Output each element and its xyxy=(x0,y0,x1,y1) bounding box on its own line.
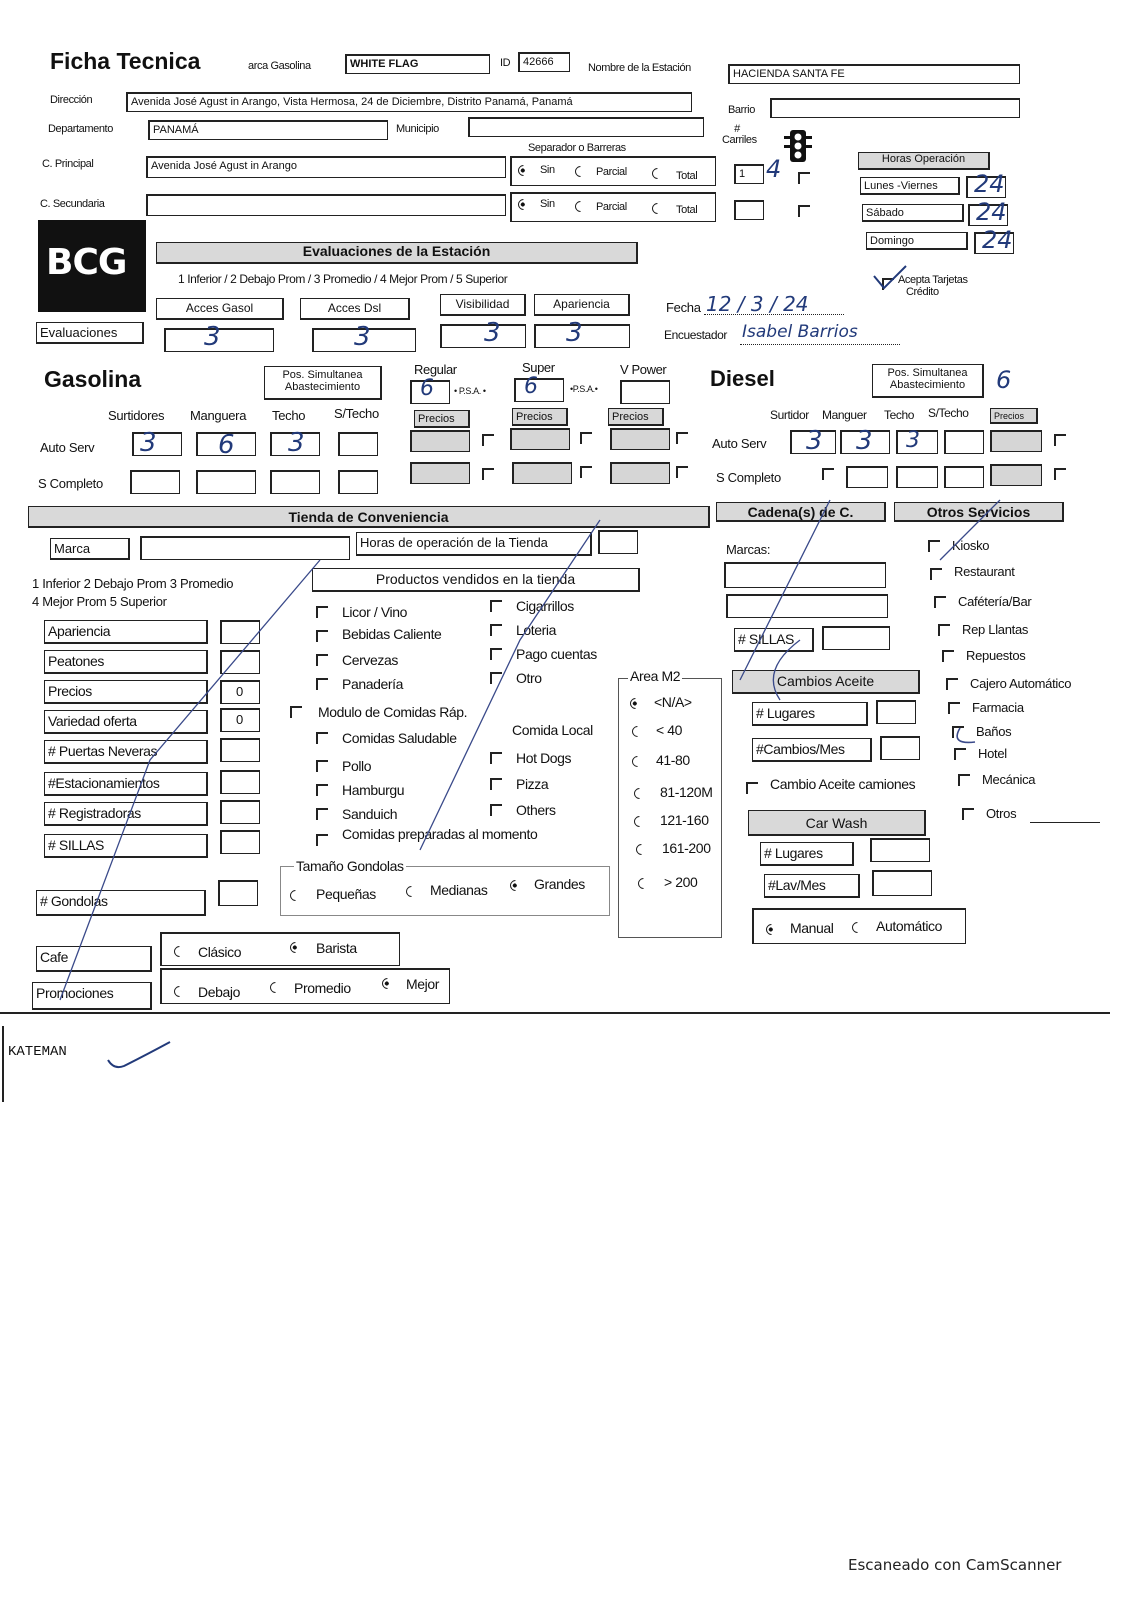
gasolina-auto-super-checkbox[interactable] xyxy=(580,432,592,444)
gasolina-sc-techo-field[interactable] xyxy=(270,470,320,494)
tienda-header: Tienda de Conveniencia xyxy=(28,506,710,528)
car-wash-lugares-label: # Lugares xyxy=(760,842,854,866)
gondolas-medianas-label: Medianas xyxy=(430,882,488,898)
horas-tienda-field[interactable] xyxy=(598,530,638,554)
evaluaciones-label: Evaluaciones xyxy=(36,322,144,344)
tienda-row-apariencia-label: Apariencia xyxy=(44,620,208,644)
promo-debajo-label: Debajo xyxy=(198,984,240,1000)
separador-2-total-label: Total xyxy=(676,204,698,216)
tienda-row-variedad-field[interactable]: 0 xyxy=(220,708,260,732)
precios-regular-label: Precios xyxy=(414,410,470,428)
cervezas-label: Cervezas xyxy=(342,652,398,668)
comidas-saludable-checkbox[interactable] xyxy=(316,732,328,744)
cambio-aceite-camiones-checkbox[interactable] xyxy=(746,782,758,794)
cafe-label: Cafe xyxy=(36,946,152,972)
area-41-80-label: 41-80 xyxy=(656,752,690,768)
tienda-row-sillas-field[interactable] xyxy=(220,830,260,854)
marca-gasolina-label: arca Gasolina xyxy=(248,60,311,72)
area-200-label: > 200 xyxy=(664,874,698,890)
super-field[interactable]: 6 xyxy=(514,378,564,402)
sabado-label: Sábado xyxy=(862,204,964,222)
acces-dsl-label: Acces Dsl xyxy=(300,298,410,320)
tienda-row-puertas-label: # Puertas Neveras xyxy=(44,740,208,764)
acces-gasol-label: Acces Gasol xyxy=(156,298,284,320)
licor-vino-checkbox[interactable] xyxy=(316,606,328,618)
gasolina-pos-simultanea-label: Pos. Simultanea Abastecimiento xyxy=(264,366,382,400)
diesel-surtidor-label: Surtidor xyxy=(770,408,809,422)
diesel-sc-precio[interactable] xyxy=(990,464,1042,486)
separador-label: Separador o Barreras xyxy=(528,142,626,154)
tienda-row-puertas-field[interactable] xyxy=(220,738,260,762)
precios-super-label: Precios xyxy=(512,408,568,426)
fecha-label: Fecha xyxy=(666,300,701,315)
cafeteria-bar-checkbox[interactable] xyxy=(934,596,946,608)
lunes-viernes-field[interactable]: 24 xyxy=(966,176,1006,198)
c-secundaria-label: C. Secundaria xyxy=(40,198,105,210)
lugares-aceite-label: # Lugares xyxy=(752,702,868,726)
gondolas-label: # Gondolas xyxy=(36,890,206,916)
cigarrillos-checkbox[interactable] xyxy=(490,600,502,612)
gasolina-auto-precio-vpower[interactable] xyxy=(610,428,670,450)
gasolina-auto-precio-regular[interactable] xyxy=(410,430,470,452)
restaurant-label: Restaurant xyxy=(954,564,1015,579)
visibilidad-label: Visibilidad xyxy=(440,294,526,316)
kiosko-label: Kiosko xyxy=(952,538,990,553)
loteria-label: Loteria xyxy=(516,622,557,638)
gasolina-sc-surtidores-field[interactable] xyxy=(130,470,180,494)
hotel-label: Hotel xyxy=(978,746,1007,761)
gasolina-sc-super-checkbox[interactable] xyxy=(580,466,592,478)
cigarrillos-label: Cigarrillos xyxy=(516,598,574,614)
stecho-label: S/Techo xyxy=(334,406,379,421)
carriles-handwritten: 4 xyxy=(766,155,782,183)
diesel-precios-label: Precios xyxy=(990,408,1038,424)
tienda-row-registradoras-field[interactable] xyxy=(220,800,260,824)
diesel-techo-label: Techo xyxy=(884,408,915,422)
marca-gasolina-field[interactable]: WHITE FLAG xyxy=(345,54,490,74)
departamento-field[interactable]: PANAMÁ xyxy=(148,120,388,140)
horas-operacion-header: Horas Operación xyxy=(858,152,990,170)
separador-1-parcial-label: Parcial xyxy=(596,166,627,178)
cajero-label: Cajero Automático xyxy=(970,676,1072,691)
gasolina-auto-techo-field[interactable]: 3 xyxy=(270,432,320,456)
licor-vino-label: Licor / Vino xyxy=(342,604,407,620)
tienda-row-registradoras-label: # Registradoras xyxy=(44,802,208,826)
cambios-mes-label: #Cambios/Mes xyxy=(752,738,872,762)
farmacia-label: Farmacia xyxy=(972,700,1024,715)
kiosko-checkbox[interactable] xyxy=(928,540,940,552)
separador-1-total-label: Total xyxy=(676,170,698,182)
diesel-auto-surtidor-field[interactable]: 3 xyxy=(790,430,836,454)
car-wash-header: Car Wash xyxy=(748,810,926,836)
municipio-field[interactable] xyxy=(468,117,704,137)
gasolina-sc-precio-regular[interactable] xyxy=(410,462,470,484)
cadenas-header: Cadena(s) de C. xyxy=(716,502,886,522)
diesel-auto-checkbox[interactable] xyxy=(1054,434,1066,446)
super-label: Super xyxy=(522,360,555,375)
direccion-label: Dirección xyxy=(50,94,93,106)
municipio-label: Municipio xyxy=(396,123,439,135)
c-secundaria-field[interactable] xyxy=(146,194,506,216)
cambios-mes-field[interactable] xyxy=(880,736,920,760)
pizza-label: Pizza xyxy=(516,776,549,792)
regular-label: Regular xyxy=(414,362,457,377)
evaluaciones-scale: 1 Inferior / 2 Debajo Prom / 3 Promedio / 4 Mejor Prom / 5 Superior xyxy=(178,272,508,286)
fecha-value[interactable]: 12 / 3 / 24 xyxy=(706,292,809,316)
cafeteria-bar-label: Cafétería/Bar xyxy=(958,594,1032,609)
carriles-field-2[interactable] xyxy=(734,200,764,220)
gasolina-auto-serv-label: Auto Serv xyxy=(40,440,95,455)
gondolas-pequenas-label: Pequeñas xyxy=(316,886,376,902)
marca-tienda-field[interactable] xyxy=(140,536,350,560)
diesel-manguer-label: Manguer xyxy=(822,408,867,422)
regular-field[interactable]: 6 xyxy=(410,380,450,404)
mecanica-checkbox[interactable] xyxy=(958,774,970,786)
area-m2-group xyxy=(618,678,722,938)
traffic-light-icon xyxy=(784,128,812,164)
marcas-field-2[interactable] xyxy=(726,594,888,618)
repuestos-checkbox[interactable] xyxy=(942,650,954,662)
panaderia-label: Panadería xyxy=(342,676,404,692)
car-wash-automatico-label: Automático xyxy=(876,918,943,934)
direccion-field[interactable]: Avenida José Agust in Arango, Vista Hermosa, 24 de Diciembre, Distrito Panamá, Panamá xyxy=(126,92,692,112)
gasolina-sc-manguera-field[interactable] xyxy=(196,470,256,494)
encuestador-line xyxy=(740,344,900,345)
marca-tienda-label: Marca xyxy=(50,538,130,560)
comidas-preparadas-checkbox[interactable] xyxy=(316,834,328,846)
notes-text[interactable]: KATEMAN xyxy=(8,1044,67,1060)
rep-llantas-checkbox[interactable] xyxy=(938,624,950,636)
restaurant-checkbox[interactable] xyxy=(930,568,942,580)
carriles-label: # Carriles xyxy=(722,123,757,146)
otro-producto-checkbox[interactable] xyxy=(490,672,502,684)
diesel-title: Diesel xyxy=(710,366,775,391)
cafe-barista-label: Barista xyxy=(316,940,357,956)
gasolina-sc-precio-vpower[interactable] xyxy=(610,462,670,484)
car-wash-manual-label: Manual xyxy=(790,920,834,936)
gasolina-s-completo-label: S Completo xyxy=(38,476,103,491)
area-161-200-label: 161-200 xyxy=(662,840,711,856)
gondolas-grandes-label: Grandes xyxy=(534,876,585,892)
diesel-auto-manguer-field[interactable]: 3 xyxy=(840,430,890,454)
marcas-label: Marcas: xyxy=(726,542,771,557)
diesel-pos-simultanea-label: Pos. Simultanea Abastecimiento xyxy=(872,364,984,398)
pizza-checkbox[interactable] xyxy=(490,778,502,790)
encuestador-value[interactable]: Isabel Barrios xyxy=(742,322,858,342)
car-wash-lugares-field[interactable] xyxy=(870,838,930,862)
others-label: Others xyxy=(516,802,556,818)
gasolina-sc-vpower-checkbox[interactable] xyxy=(676,466,688,478)
rep-llantas-label: Rep Llantas xyxy=(962,622,1029,637)
productos-header: Productos vendidos en la tienda xyxy=(312,568,640,592)
evaluaciones-header: Evaluaciones de la Estación xyxy=(156,242,638,264)
acces-gasol-field[interactable]: 3 xyxy=(164,328,274,352)
c-principal-label: C. Principal xyxy=(42,158,94,170)
otros-line xyxy=(1030,822,1100,823)
bcg-logo: BCG xyxy=(38,220,146,312)
nombre-estacion-field[interactable]: HACIENDA SANTA FE xyxy=(728,64,1020,84)
diesel-sc-manguer-field[interactable] xyxy=(846,466,888,488)
diesel-sc-checkbox[interactable] xyxy=(1054,468,1066,480)
diesel-auto-stecho-field[interactable] xyxy=(944,430,984,454)
hamburgu-checkbox[interactable] xyxy=(316,784,328,796)
cafe-clasico-label: Clásico xyxy=(198,944,242,960)
notes-left-border xyxy=(2,1026,4,1102)
diesel-sc-checkbox-left[interactable] xyxy=(822,468,834,480)
separador-2-sin-label: Sin xyxy=(540,198,555,210)
tienda-row-apariencia-field[interactable] xyxy=(220,620,260,644)
hot-dogs-label: Hot Dogs xyxy=(516,750,572,766)
modulo-comidas-label: Modulo de Comidas Ráp. xyxy=(318,704,468,720)
barrio-field[interactable] xyxy=(770,98,1020,118)
hamburgu-label: Hamburgu xyxy=(342,782,405,798)
lav-mes-label: #Lav/Mes xyxy=(764,874,860,898)
area-81-120-label: 81-120M xyxy=(660,784,713,800)
area-121-160-label: 121-160 xyxy=(660,812,709,828)
hot-dogs-checkbox[interactable] xyxy=(490,752,502,764)
comidas-preparadas-label: Comidas preparadas al momento xyxy=(342,826,538,842)
gasolina-auto-precio-super[interactable] xyxy=(510,428,570,450)
tienda-row-precios-label: Precios xyxy=(44,680,208,704)
vpower-field[interactable] xyxy=(620,380,670,404)
bebidas-caliente-label: Bebidas Caliente xyxy=(342,626,442,642)
diesel-s-completo-label: S Completo xyxy=(716,470,781,485)
id-label: ID xyxy=(500,57,511,69)
promo-promedio-label: Promedio xyxy=(294,980,351,996)
separador-1-sin-label: Sin xyxy=(540,164,555,176)
bebidas-caliente-checkbox[interactable] xyxy=(316,630,328,642)
comidas-saludable-label: Comidas Saludable xyxy=(342,730,457,746)
cervezas-checkbox[interactable] xyxy=(316,654,328,666)
marcas-field-1[interactable] xyxy=(724,562,886,588)
precios-vpower-label: Precios xyxy=(608,408,664,426)
techo-label: Techo xyxy=(272,408,306,423)
separador-2-parcial-label: Parcial xyxy=(596,201,627,213)
promo-mejor-label: Mejor xyxy=(406,976,440,992)
tienda-row-sillas-label: # SILLAS xyxy=(44,834,208,858)
comida-local-label: Comida Local xyxy=(512,722,593,738)
area-40-label: < 40 xyxy=(656,722,683,738)
tamano-gondolas-title: Tamaño Gondolas xyxy=(296,858,404,874)
camscanner-watermark: Escaneado con CamScanner xyxy=(848,1556,1062,1574)
barrio-label: Barrio xyxy=(728,104,755,116)
diesel-sc-stecho-field[interactable] xyxy=(944,466,984,488)
tienda-row-peatones-label: Peatones xyxy=(44,650,208,674)
tienda-row-peatones-field[interactable] xyxy=(220,650,260,674)
domingo-field[interactable]: 24 xyxy=(974,232,1014,254)
gasolina-auto-stecho-field[interactable] xyxy=(338,432,378,456)
area-na-label: <N/A> xyxy=(654,694,692,710)
lunes-viernes-label: Lunes -Viernes xyxy=(860,177,960,195)
cambios-aceite-header: Cambios Aceite xyxy=(732,670,920,694)
tienda-scale-2: 4 Mejor Prom 5 Superior xyxy=(32,594,167,609)
apariencia-field[interactable]: 3 xyxy=(534,324,630,348)
loteria-checkbox[interactable] xyxy=(490,624,502,636)
apariencia-label: Apariencia xyxy=(534,294,630,316)
mecanica-label: Mecánica xyxy=(982,772,1036,787)
carriles-checkbox-1[interactable] xyxy=(798,172,810,184)
acepta-tarjetas-label: Acepta Tarjetas xyxy=(898,274,968,286)
gasolina-auto-surtidores-field[interactable]: 3 xyxy=(132,432,182,456)
cajero-checkbox[interactable] xyxy=(946,678,958,690)
gasolina-sc-regular-checkbox[interactable] xyxy=(482,468,494,480)
cadenas-sillas-label: # SILLAS xyxy=(734,628,814,652)
area-m2-title: Area M2 xyxy=(630,668,681,684)
gasolina-sc-stecho-field[interactable] xyxy=(338,470,378,494)
others-checkbox[interactable] xyxy=(490,804,502,816)
diesel-stecho-label: S/Techo xyxy=(928,406,969,420)
hotel-checkbox[interactable] xyxy=(954,748,966,760)
cambio-aceite-camiones-label: Cambio Aceite camiones xyxy=(770,776,916,792)
departamento-label: Departamento xyxy=(48,123,113,135)
otros-label: Otros xyxy=(986,806,1017,821)
c-principal-field[interactable]: Avenida José Agust in Arango xyxy=(146,156,506,178)
modulo-comidas-checkbox[interactable] xyxy=(290,706,302,718)
otros-servicios-header: Otros Servicios xyxy=(894,502,1064,522)
credito-label: Crédito xyxy=(906,286,939,298)
otros-checkbox[interactable] xyxy=(962,808,974,820)
psa-label-1: • P.S.A. • xyxy=(454,386,486,396)
notes-check-icon xyxy=(104,1036,174,1072)
gasolina-auto-vpower-checkbox[interactable] xyxy=(676,432,688,444)
tienda-row-estacionamientos-label: #Estacionamientos xyxy=(44,772,208,796)
surtidores-label: Surtidores xyxy=(108,408,165,423)
banos-checkbox[interactable] xyxy=(952,726,964,738)
pollo-label: Pollo xyxy=(342,758,372,774)
visibilidad-field[interactable]: 3 xyxy=(440,324,526,348)
pollo-checkbox[interactable] xyxy=(316,760,328,772)
vpower-label: V Power xyxy=(620,362,667,377)
sanduich-checkbox[interactable] xyxy=(316,808,328,820)
panaderia-checkbox[interactable] xyxy=(316,678,328,690)
pago-cuentas-label: Pago cuentas xyxy=(516,646,597,662)
encuestador-label: Encuestador xyxy=(664,328,727,342)
gasolina-title: Gasolina xyxy=(44,366,142,392)
gondolas-field[interactable] xyxy=(218,880,258,906)
diesel-auto-techo-field[interactable]: 3 xyxy=(896,430,938,454)
tienda-row-estacionamientos-field[interactable] xyxy=(220,770,260,794)
tienda-scale-1: 1 Inferior 2 Debajo Prom 3 Promedio xyxy=(32,576,234,591)
lav-mes-field[interactable] xyxy=(872,870,932,896)
otro-producto-label: Otro xyxy=(516,670,542,686)
diesel-sc-techo-field[interactable] xyxy=(896,466,938,488)
tienda-row-precios-field[interactable]: 0 xyxy=(220,680,260,704)
diesel-pos-value[interactable]: 6 xyxy=(996,366,1012,394)
psa-label-2: •P.S.A.• xyxy=(570,384,598,394)
sanduich-label: Sanduich xyxy=(342,806,398,822)
promociones-label: Promociones xyxy=(32,982,152,1010)
sabado-field[interactable]: 24 xyxy=(968,204,1008,226)
acces-dsl-field[interactable]: 3 xyxy=(312,328,416,352)
carriles-checkbox-2[interactable] xyxy=(798,205,810,217)
cadenas-sillas-field[interactable] xyxy=(822,626,890,650)
diesel-auto-serv-label: Auto Serv xyxy=(712,436,767,451)
pago-cuentas-checkbox[interactable] xyxy=(490,648,502,660)
manguera-label: Manguera xyxy=(190,408,247,423)
gasolina-auto-manguera-field[interactable]: 6 xyxy=(196,432,256,456)
lugares-aceite-field[interactable] xyxy=(876,700,916,724)
repuestos-label: Repuestos xyxy=(966,648,1026,663)
nombre-estacion-label: Nombre de la Estación xyxy=(588,62,691,74)
cafe-options-group xyxy=(160,932,400,966)
id-field[interactable]: 42666 xyxy=(518,52,570,72)
horas-tienda-label: Horas de operación de la Tienda xyxy=(356,532,592,556)
gasolina-auto-regular-checkbox[interactable] xyxy=(482,434,494,446)
diesel-auto-precio[interactable] xyxy=(990,430,1042,452)
tienda-row-variedad-label: Variedad oferta xyxy=(44,710,208,734)
carriles-field-1[interactable]: 1 xyxy=(734,164,764,184)
notes-top-border xyxy=(0,1012,1110,1014)
checkmark-handwritten-icon xyxy=(870,262,910,292)
gasolina-sc-precio-super[interactable] xyxy=(512,462,572,484)
farmacia-checkbox[interactable] xyxy=(948,702,960,714)
page-title: Ficha Tecnica xyxy=(50,48,201,74)
domingo-label: Domingo xyxy=(866,232,968,250)
banos-label: Baños xyxy=(976,724,1012,739)
